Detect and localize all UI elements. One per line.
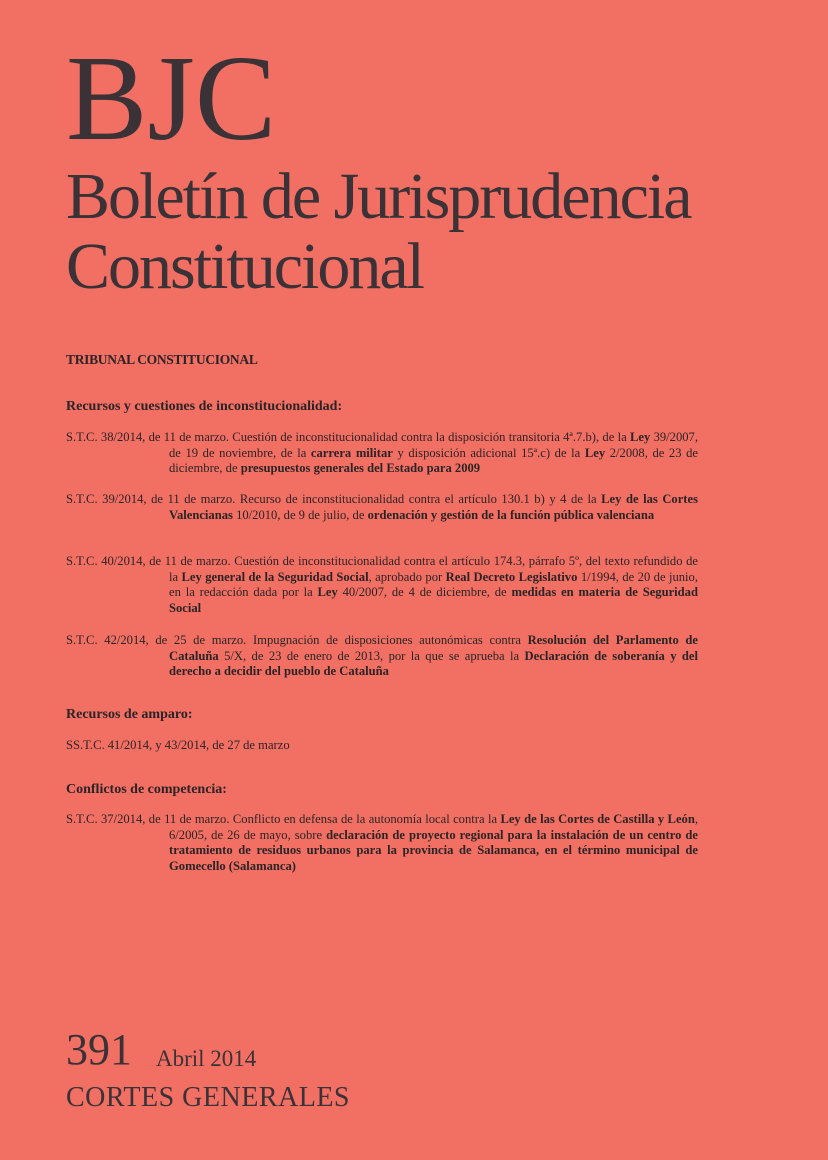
entry-emphasis: Ley bbox=[629, 430, 651, 444]
entry-text: y disposición adicional 15ª.c) de la bbox=[392, 445, 585, 460]
entry-text: 5/X, de 23 de enero de 2013, por la que se aprueba la bbox=[218, 648, 525, 663]
group-heading-inconstitucionalidad: Recursos y cuestiones de inconstitucionalidad: bbox=[66, 399, 343, 414]
entry-emphasis: Ley bbox=[584, 445, 606, 460]
entry-text: , 6/2005, de 26 de mayo, sobre bbox=[169, 812, 699, 842]
entry-stc-38-2014 bbox=[66, 430, 698, 477]
entry-emphasis: Ley de las Cortes Valencianas bbox=[169, 492, 698, 522]
group-heading-conflictos: Conflictos de competencia: bbox=[66, 782, 227, 797]
entry-text: S.T.C. 37/2014, de 11 de marzo. Conflicto en defensa de la autonomía local contra la bbox=[66, 812, 501, 826]
publisher-name: CORTES GENERALES bbox=[66, 1082, 350, 1113]
journal-title-line-2: Constitucional bbox=[66, 230, 423, 303]
entry-emphasis: Declaración de soberanía y del derecho a decidir del pueblo de Cataluña bbox=[169, 648, 699, 679]
entry-emphasis: Resolución del Parlamento de Cataluña bbox=[169, 633, 699, 663]
journal-title bbox=[66, 162, 691, 302]
entry-emphasis: medidas en materia de Seguridad Social bbox=[169, 585, 698, 615]
journal-acronym: BJC bbox=[66, 31, 277, 166]
section-heading: TRIBUNAL CONSTITUCIONAL bbox=[66, 352, 258, 367]
entry-emphasis: declaración de proyecto regional para la instalación de un centro de tratamiento de residuos urbanos para la provincia de Salamanca, en el término municipal de Gomecello (Salamanca) bbox=[169, 827, 699, 873]
entry-sstc-41-43-2014: SS.T.C. 41/2014, y 43/2014, de 27 de marzo bbox=[66, 738, 290, 752]
entry-stc-42-2014 bbox=[66, 633, 698, 680]
entry-text: S.T.C. 38/2014, de 11 de marzo. Cuestión de inconstitucionalidad contra la disposición transitoria 4ª.7.b), de la bbox=[66, 430, 630, 444]
entry-stc-39-2014 bbox=[66, 492, 698, 523]
entry-text: 39/2007, de 19 de noviembre, de la bbox=[169, 430, 699, 460]
entry-stc-40-2014 bbox=[66, 554, 698, 616]
entry-text: 40/2007, de 4 de diciembre, de bbox=[337, 585, 512, 600]
entry-text: S.T.C. 40/2014, de 11 de marzo. Cuestión de inconstitucionalidad contra el artículo 174.3, párrafo 5º, del texto refundido de la bbox=[66, 554, 698, 584]
entry-text: 10/2010, de 9 de julio, de bbox=[232, 507, 368, 522]
entry-emphasis: Real Decreto Legislativo bbox=[445, 569, 578, 584]
issue-number: 391 bbox=[66, 1025, 132, 1074]
entry-text: 2/2008, de 23 de diciembre, de bbox=[169, 445, 699, 476]
entry-emphasis: Ley de las Cortes de Castilla y León bbox=[500, 812, 695, 826]
entry-emphasis: presupuestos generales del Estado para 2009 bbox=[240, 461, 481, 476]
issue-date: Abril 2014 bbox=[156, 1046, 257, 1071]
entry-stc-37-2014 bbox=[66, 812, 698, 874]
entry-text: , aprobado por bbox=[368, 569, 446, 584]
entry-emphasis: ordenación y gestión de la función pública valenciana bbox=[367, 507, 655, 522]
entry-emphasis: Ley bbox=[317, 585, 338, 600]
entry-text: S.T.C. 39/2014, de 11 de marzo. Recurso de inconstitucionalidad contra el artículo 130.1 b) y 4 de la bbox=[66, 492, 602, 506]
entry-text: S.T.C. 42/2014, de 25 de marzo. Impugnación de disposiciones autonómicas contra bbox=[66, 633, 528, 647]
entry-text: 1/1994, de 20 de junio, en la redacción dada por la bbox=[169, 569, 698, 600]
entry-emphasis: carrera militar bbox=[310, 445, 393, 460]
group-heading-amparo: Recursos de amparo: bbox=[66, 707, 193, 722]
journal-title-line-1: Boletín de Jurisprudencia bbox=[66, 160, 691, 233]
entry-emphasis: Ley general de la Seguridad Social bbox=[181, 569, 369, 584]
